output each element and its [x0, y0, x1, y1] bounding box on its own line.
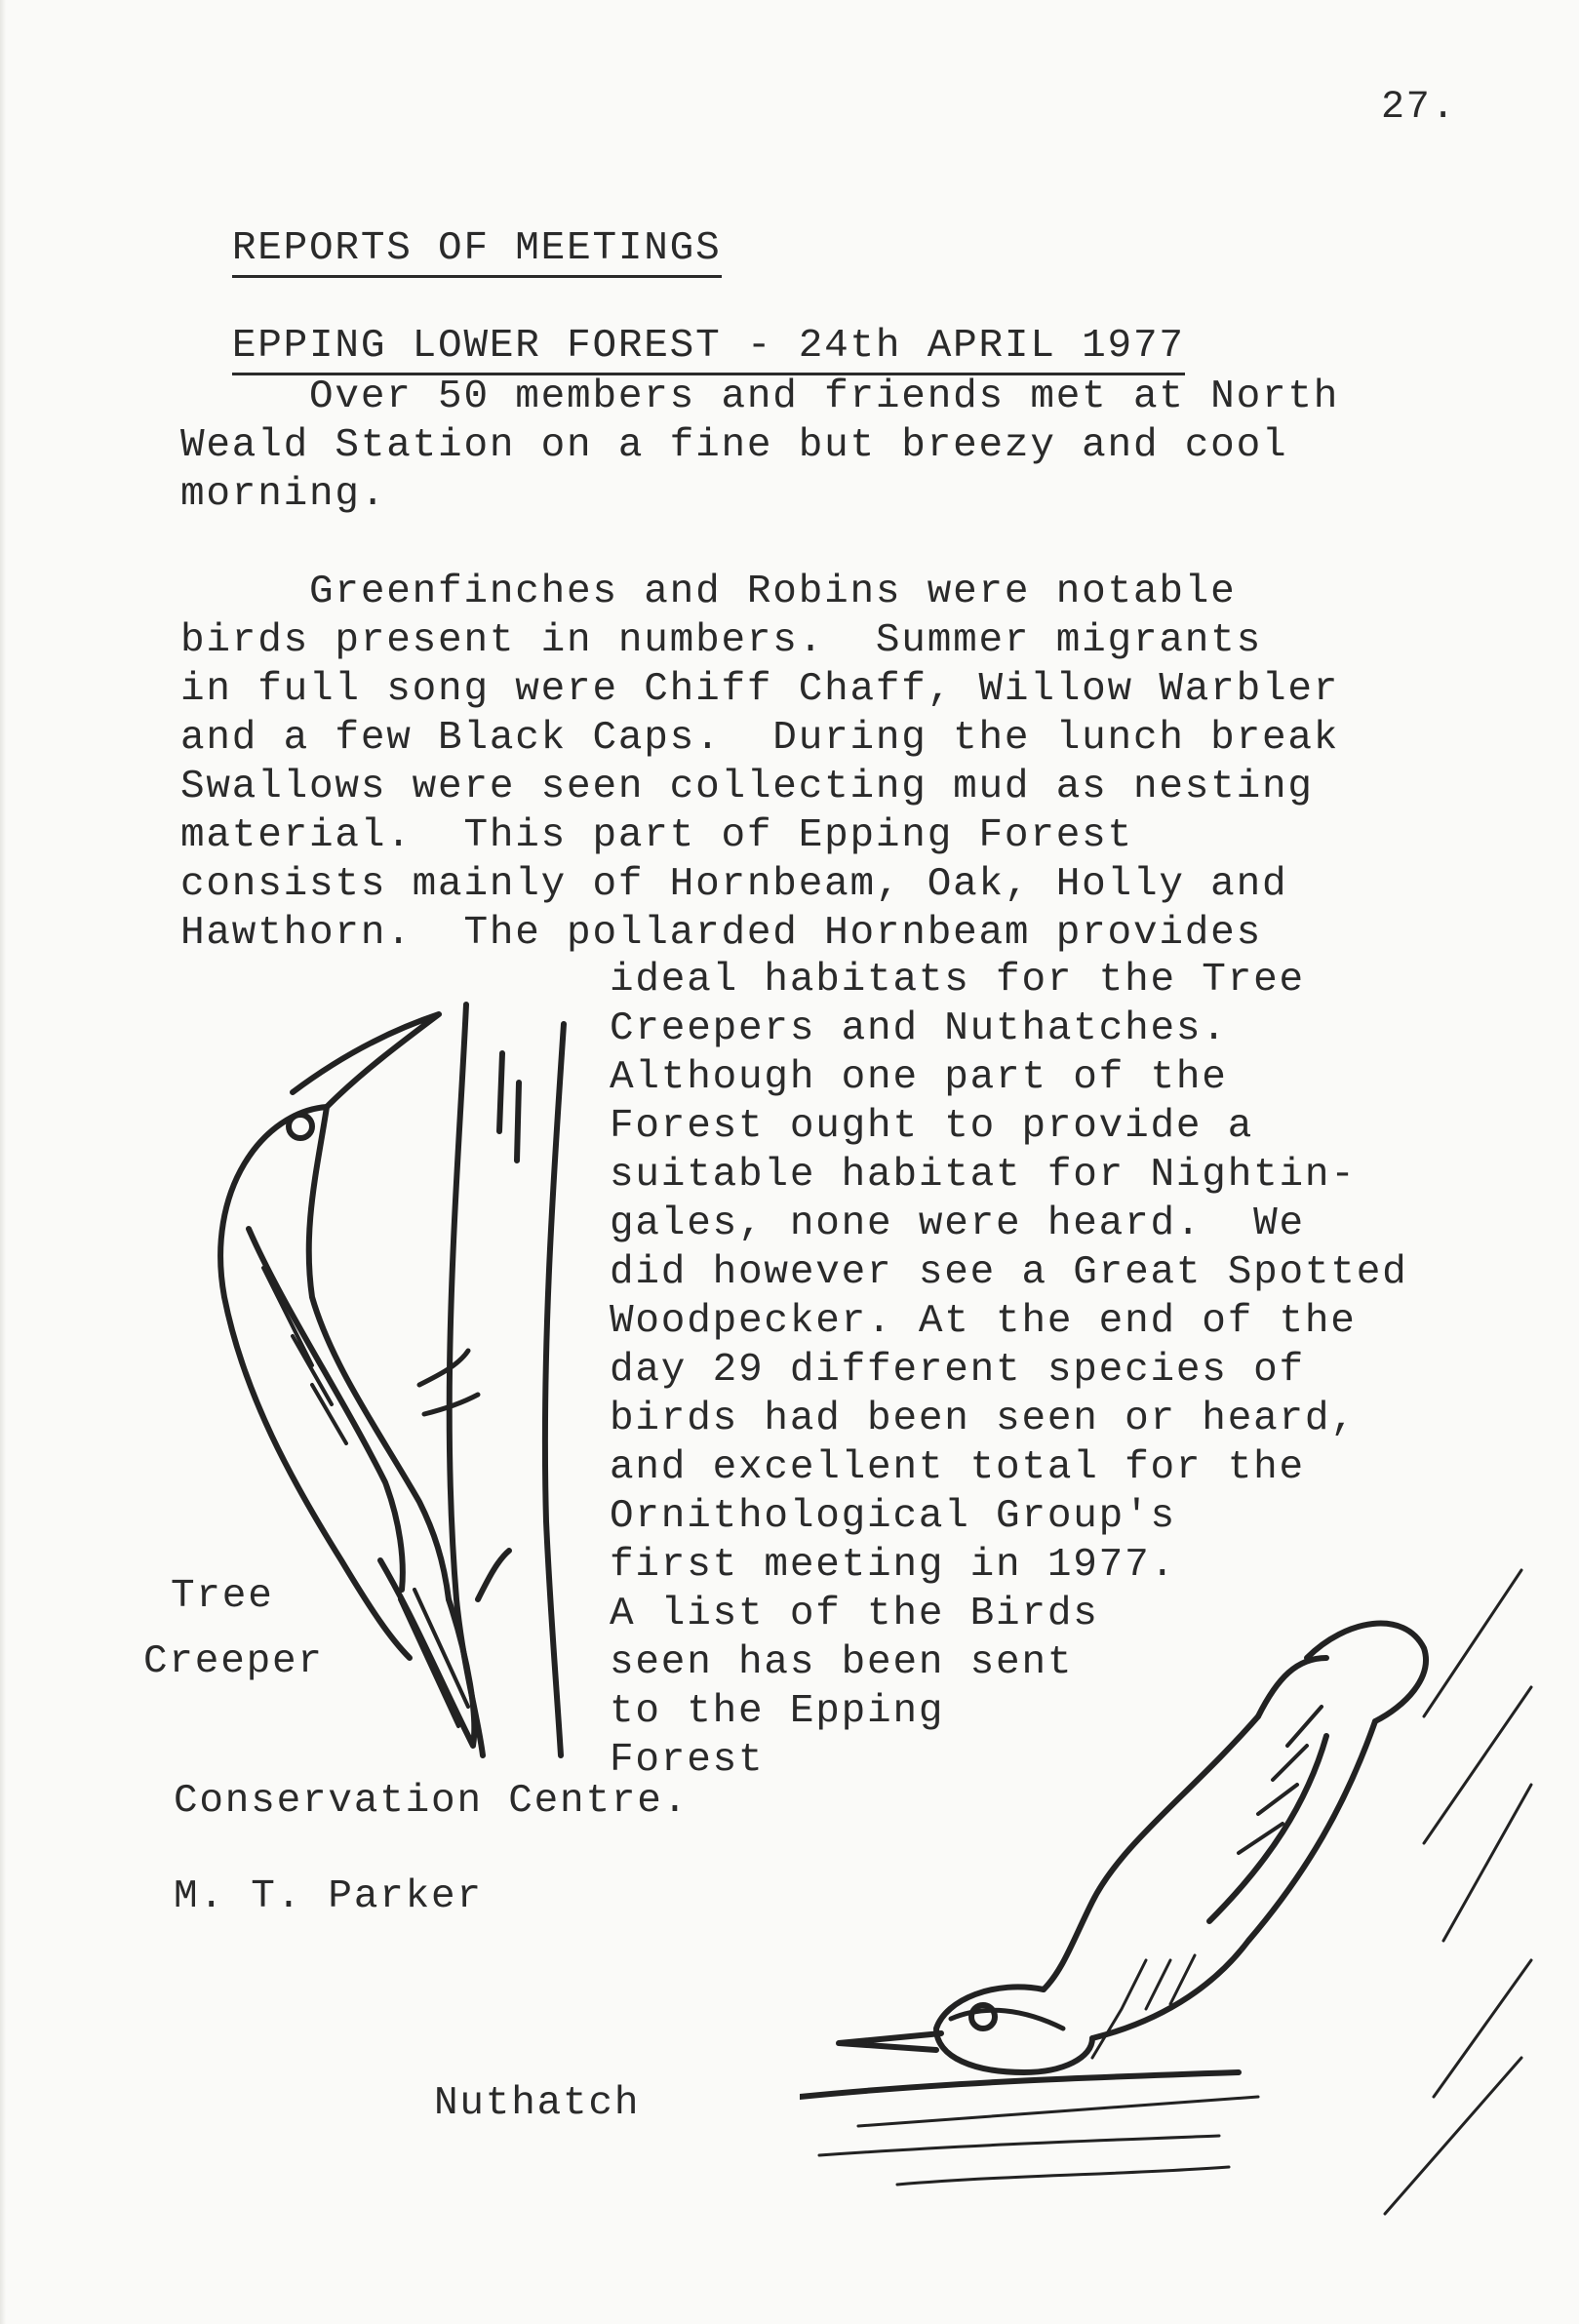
branch-line [858, 2097, 1258, 2126]
text-line: ideal habitats for the Tree [610, 958, 1305, 1003]
bark-mark [517, 1083, 519, 1161]
tree-creeper-illustration [146, 975, 585, 1775]
trunk-line [545, 1024, 564, 1755]
tree-creeper-belly [309, 1107, 449, 1599]
text-line: did however see a Great Spotted [610, 1250, 1408, 1295]
text-line: first meeting in 1977. [610, 1543, 1176, 1588]
text-line: Woodpecker. At the end of the [610, 1299, 1357, 1344]
text-line: material. This part of Epping Forest [180, 813, 1133, 858]
bark-mark [478, 1551, 509, 1599]
text-line: A list of the Birds [610, 1592, 1099, 1636]
text-line: birds present in numbers. Summer migrants [180, 618, 1262, 663]
text-line: seen has been sent [610, 1640, 1074, 1685]
text-line: Swallows were seen collecting mud as nesting [180, 765, 1314, 809]
belly-hatching [1092, 1955, 1195, 2058]
tree-creeper-tail [380, 1560, 474, 1746]
text-line: Greenfinches and Robins were notable [180, 570, 1237, 614]
text-line: Creepers and Nuthatches. [610, 1006, 1228, 1051]
text-line: in full song were Chiff Chaff, Willow Warbler [180, 667, 1340, 712]
tree-creeper-bill [293, 1014, 439, 1107]
nuthatch-bill [839, 2033, 941, 2050]
branch-line [800, 2072, 1239, 2097]
text-line: to the Epping [610, 1689, 945, 1734]
author-signature: M. T. Parker [174, 1874, 483, 1919]
hatch-line [1385, 2058, 1521, 2214]
text-line: suitable habitat for Nightin- [610, 1153, 1357, 1198]
section-heading [180, 176, 722, 278]
page-edge [0, 0, 6, 2324]
text-line: Although one part of the [610, 1055, 1228, 1100]
text-line: morning. [180, 472, 387, 517]
paragraph-intro [180, 373, 1339, 519]
nuthatch-illustration [800, 1551, 1560, 2224]
tree-creeper-caption-line2: Creeper [143, 1639, 324, 1684]
nuthatch-tail-edge [1258, 1658, 1326, 1716]
tree-creeper-eye [289, 1115, 312, 1138]
nuthatch-back [1044, 1716, 1258, 1989]
page-number: 27. [1381, 86, 1457, 130]
hatch-line [1434, 1960, 1531, 2097]
text-line: and excellent total for the [610, 1445, 1305, 1490]
paragraph-birds [180, 568, 1339, 958]
meeting-heading [180, 273, 1185, 375]
hatch-line [1424, 1570, 1521, 1716]
text-line: gales, none were heard. We [610, 1201, 1305, 1246]
text-line: birds had been seen or heard, [610, 1397, 1357, 1441]
meeting-heading-text: EPPING LOWER FOREST - 24th APRIL 1977 [232, 322, 1185, 375]
bark-mark [499, 1053, 502, 1131]
text-line: Over 50 members and friends met at North [180, 374, 1340, 419]
text-line: Ornithological Group's [610, 1494, 1176, 1539]
hatch-line [1443, 1785, 1531, 1941]
nuthatch-tail [1307, 1624, 1426, 1721]
text-line: and a few Black Caps. During the lunch break [180, 716, 1340, 761]
text-line: Hawthorn. The pollarded Hornbeam provides [180, 911, 1262, 956]
branch-line [819, 2136, 1219, 2155]
section-heading-text: REPORTS OF MEETINGS [232, 224, 722, 278]
text-line: consists mainly of Hornbeam, Oak, Holly and [180, 862, 1288, 907]
hatch-line [1424, 1687, 1531, 1843]
nuthatch-wing [1209, 1736, 1326, 1921]
trunk-line [450, 1004, 483, 1755]
nuthatch-head [936, 1987, 1092, 2072]
branch-line [897, 2167, 1229, 2185]
nuthatch-eye-stripe [951, 2010, 1063, 2029]
nuthatch-belly [1092, 1721, 1375, 2038]
closing-line: Conservation Centre. [174, 1779, 690, 1824]
text-line: Weald Station on a fine but breezy and cool [180, 423, 1288, 468]
text-line: Forest ought to provide a [610, 1104, 1254, 1149]
tree-creeper-caption-line1: Tree [171, 1574, 274, 1619]
nuthatch-caption: Nuthatch [434, 2081, 641, 2126]
text-line: Forest [610, 1738, 765, 1783]
text-line: day 29 different species of [610, 1348, 1305, 1393]
